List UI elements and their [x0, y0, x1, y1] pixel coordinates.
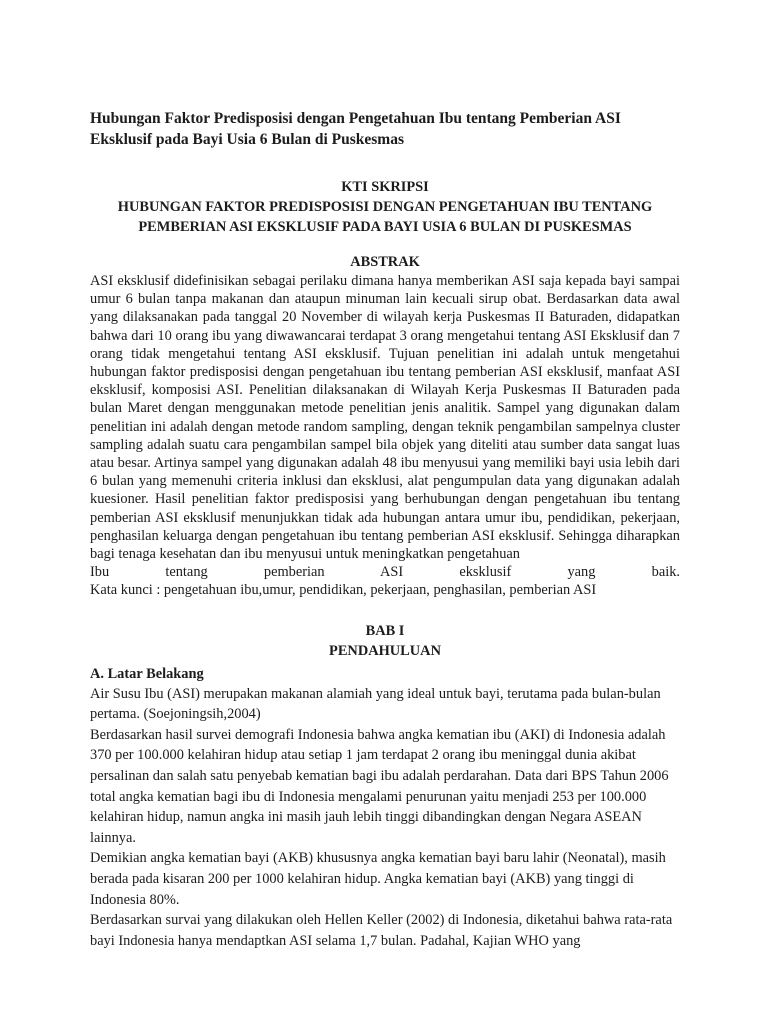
- paragraph: Berdasarkan hasil survei demografi Indonesia bahwa angka kematian ibu (AKI) di Indonesia adalah 370 per 100.000 kelahiran hidup atau setiap 1 jam terdapat 2 orang ibu meninggal dunia akibat persalinan dan salah satu penyebab kematian bagi ibu adalah perdarahan. Data dari BPS Tahun 2006 total angka kematian bagi ibu di Indonesia mengalami penurunan yaitu menjadi 253 per 100.000 kelahiran hidup, namun angka ini masih jauh lebih tinggi dibandingkan dengan Negara ASEAN lainnya.: [90, 726, 669, 846]
- bab-title: PENDAHULUAN: [329, 642, 441, 659]
- paragraph: Air Susu Ibu (ASI) merupakan makanan alamiah yang ideal untuk bayi, terutama pada bulan-bulan pertama. (Soejoningsih,2004): [90, 685, 661, 723]
- heading-line-1: HUBUNGAN FAKTOR PREDISPOSISI DENGAN PENGETAHUAN IBU TENTANG: [117, 199, 653, 215]
- paragraph: Demikian angka kematian bayi (AKB) khususnya angka kematian bayi baru lahir (Neonatal), masih berada pada kisaran 200 per 1000 kelahiran hidup. Angka kematian bayi (AKB) yang tinggi di Indonesia 80%.: [90, 850, 666, 908]
- bab-label: BAB I: [365, 622, 405, 639]
- kti-label: KTI SKRIPSI: [341, 179, 429, 195]
- abstrak-heading: ABSTRAK: [350, 254, 420, 270]
- heading-line-2: PEMBERIAN ASI EKSKLUSIF PADA BAYI USIA 6 BULAN DI PUSKESMAS: [138, 219, 632, 235]
- keywords: Kata kunci : pengetahuan ibu,umur, pendidikan, pekerjaan, penghasilan, pemberian ASI: [90, 582, 597, 599]
- abstract-text: ASI eksklusif didefinisikan sebagai perilaku dimana hanya memberikan ASI saja kepada bayi sampai umur 6 bulan tanpa makanan dan ataupun minuman lain kecuali sirup obat. Berdasarkan data awal yang dilaksanakan pada tanggal 20 November di wilayah kerja Puskesmas II Baturaden, didapatkan bahwa dari 10 orang ibu yang diwawancarai terdapat 3 orang mengetahui tentang ASI Eksklusif dan 7 orang tidak mengetahui tentang ASI eksklusif. Tujuan penelitian ini adalah untuk mengetahui hubungan faktor predisposisi dengan pengetahuan ibu tentang pemberian ASI eksklusif, manfaat ASI eksklusif, komposisi ASI. Penelitian dilaksanakan di Wilayah Kerja Puskesmas II Baturaden pada bulan Maret dengan menggunakan metode penelitian jenis analitik. Sampel yang digunakan dalam penelitian ini adalah dengan metode random sampling, dengan teknik pengambilan sampelnya cluster sampling adalah suatu cara pengambilan sampel bila objek yang diteliti atau sumber data sangat luas atau besar. Artinya sampel yang digunakan adalah 48 ibu menyusui yang memiliki bayi usia lebih dari 6 bulan yang memenuhi criteria inklusi dan eksklusi, alat pengumpulan data yang digunakan adalah kuesioner. Hasil penelitian faktor predisposisi yang berhubungan dengan pengetahuan ibu tentang pemberian ASI eksklusif menunjukkan tidak ada hubungan antara umur ibu, pendidikan, pekerjaan, penghasilan keluarga dengan pengetahuan ibu tentang pemberian ASI eksklusif. Sehingga diharapkan bagi tenaga kesehatan dan ibu menyusui untuk meningkatkan pengetahuan: [90, 273, 680, 563]
- section-heading: A. Latar Belakang: [90, 665, 204, 682]
- paragraph: Berdasarkan survai yang dilakukan oleh Hellen Keller (2002) di Indonesia, diketahui bahwa rata-rata bayi Indonesia hanya mendaptkan ASI selama 1,7 bulan. Padahal, Kajian WHO yang: [90, 912, 673, 949]
- abstract-last-line: Ibu tentang pemberian ASI eksklusif yang baik.: [90, 564, 680, 581]
- abstract-body: [90, 272, 680, 581]
- document-title: Hubungan Faktor Predisposisi dengan Pengetahuan Ibu tentang Pemberian ASI Eksklusif pada Bayi Usia 6 Bulan di Puskesmas: [90, 110, 621, 148]
